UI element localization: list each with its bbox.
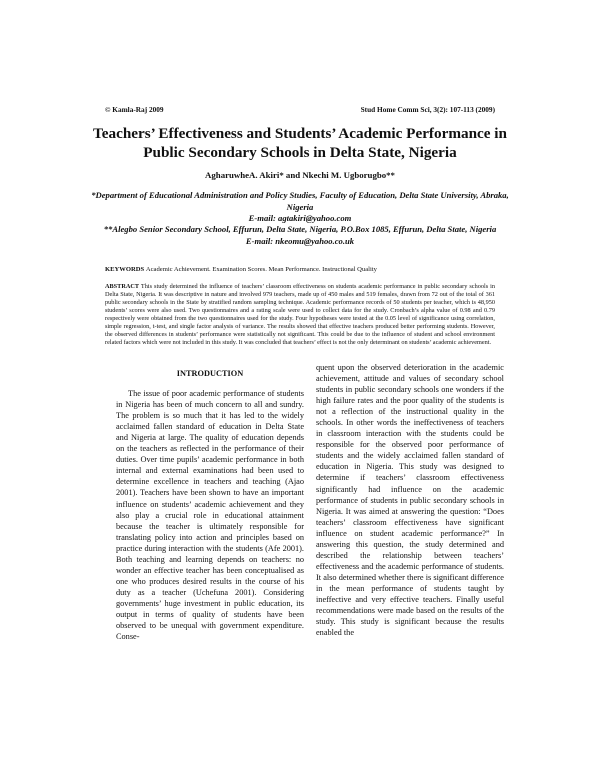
email-2: E-mail: nkeomu@yahoo.co.uk xyxy=(245,235,355,246)
affiliation-2 xyxy=(90,224,510,247)
keywords-block xyxy=(105,266,495,273)
affiliation-2-text: **Alegbo Senior Secondary School, Effurun, Delta State, Nigeria, P.O.Box 1085, Effurun, Delta State, Nigeria xyxy=(103,224,497,234)
journal-citation: Stud Home Comm Sci, 3(2): 107-113 (2009) xyxy=(360,105,495,114)
keywords-text: Academic Achievement. Examination Scores. Mean Performance. Instructional Quality xyxy=(145,266,377,273)
intro-paragraph-left: The issue of poor academic performance of students in Nigeria has been of much concern to all and sundry. The problem is so much that it has led to the widely acclaimed fallen standard of education in Delta State and Nigeria at large. The quality of education depends on the teachers as reflected in the performance of their duties. Over time pupils’ academic performance in both internal and external examinations had been used to determine excellence in teachers and teaching (Ajao 2001). Teachers have been shown to have an important influence on students’ academic achievement and they also play a crucial role in educational attainment because the teacher is ultimately responsible for translating policy into action and principles based on practice during interaction with the students (Afe 2001). Both teaching and learning depends on teachers: no wonder an effective teacher has been conceptualised as one who produces desired results in the course of his duty as a teacher (Uchefuna 2001). Considering governments’ huge investment in public education, its output in terms of quality of students have been observed to be unequal with government expenditure. Conse- xyxy=(116,389,304,642)
affiliation-1 xyxy=(90,190,510,225)
copyright-notice: © Kamla-Raj 2009 xyxy=(105,105,164,114)
section-heading: INTRODUCTION xyxy=(176,369,244,378)
keywords-label: KEYWORDS xyxy=(105,266,146,273)
body-column-left xyxy=(116,364,304,642)
abstract-block xyxy=(105,283,495,347)
body-column-right xyxy=(316,362,504,638)
abstract-text: This study determined the influence of teachers’ classroom effectiveness on students academic performance in public secondary schools in Delta State, Nigeria. It was descriptive in nature and involved 979 teachers, made up of 450 males and 519 females, drawn from 72 out of the total of 361 public secondary schools in the State by stratified random sampling technique. Academic performance records of 50 students per teacher, which is 48,950 students’ scores were also used. Two questionnaires and a rating scale were used to collect data for the study. Cronbach’s alpha value of 0.98 and 0.79 respectively were obtained from the two questionnaires used for the study. Four hypotheses were tested at the 0.05 level of significance using correlation, simple regression, t-test, and single factor analysis of variance. The results showed that effective teachers produced better performing students. However, the observed differences in students’ performance were statistically not significant. This could be due to the influence of student and school environment related factors which were not included in this study. It was concluded that teachers’ effect is not the only determinant on students’ academic achievement. xyxy=(105,283,495,347)
author-line: AgharuwheA. Akiri* and Nkechi M. Ugborugbo** xyxy=(205,170,395,180)
abstract-label: ABSTRACT xyxy=(105,283,141,290)
running-header xyxy=(105,105,495,114)
email-1: E-mail: agtakiri@yahoo.com xyxy=(248,213,352,223)
intro-paragraph-right: quent upon the observed deterioration in the academic achievement, attitude and values of secondary school students in public secondary schools one wonders if the high failure rates and the poor quality of the students is not a reflection of the instructional quality in the schools. In other words the ineffectiveness of teachers in classroom interaction with the students could be responsible for the observed poor performance of students and the widely acclaimed fallen standard of education in Nigeria. This study was designed to determine if teachers’ classroom effectiveness significantly had influence on the academic performance of students in public secondary schools in Nigeria. It was aimed at answering the question: “Does teachers’ classroom effectiveness have significant influence on student academic performance?” In answering this question, the study determined and described the relationship between teachers’ effectiveness and the academic performance of students. It also determined whether there is significant difference in the mean performance of students taught by ineffective and very effective teachers. Finally useful recommendations were made based on the results of the study. This study is significant because the results enabled the xyxy=(316,363,504,638)
affiliation-1-text: *Department of Educational Administration and Policy Studies, Faculty of Education, Delta State University, Abraka, Nigeria xyxy=(91,190,509,212)
paper-title: Teachers’ Effectiveness and Students’ Academic Performance in Public Secondary Schools in Delta State, Nigeria xyxy=(93,125,507,161)
